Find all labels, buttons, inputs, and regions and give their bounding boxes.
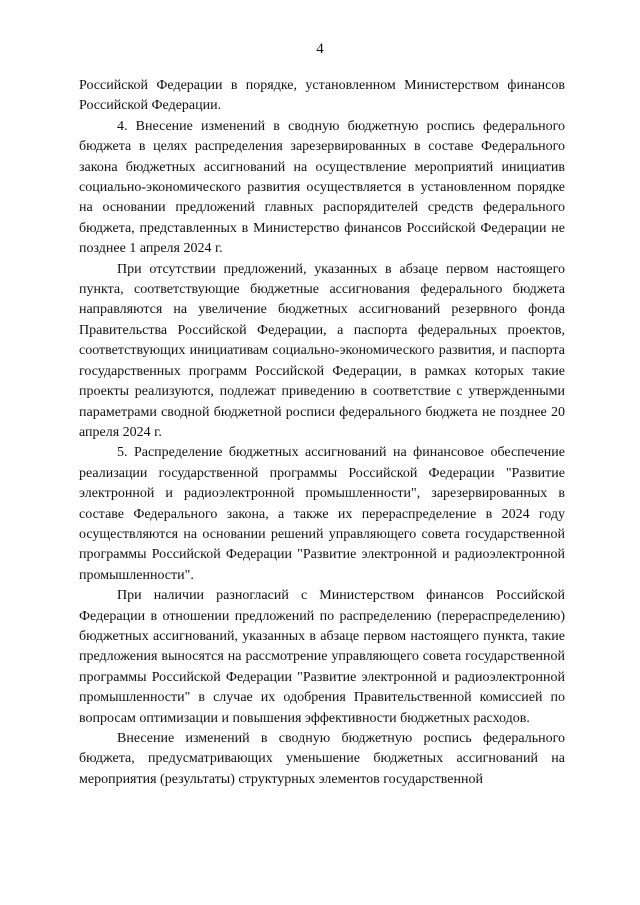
paragraph-item-4-absence: При отсутствии предложений, указанных в абзаце первом настоящего пункта, соответствующие бюджетные ассигнования федерального бюджета направляются на увеличение бюджетных ассигнований резервного фонда Правительства Российской Федерации, а паспорта федеральных проектов, соответствующих инициативам социально-экономического развития, и паспорта государственных программ Российской Федерации, в рамках которых такие проекты реализуются, подлежат приведению в соответствие с утвержденными параметрами сводной бюджетной росписи федерального бюджета не позднее 20 апреля 2024 г. (79, 261, 565, 440)
paragraph-item-5-changes: Внесение изменений в сводную бюджетную роспись федерального бюджета, предусматривающих уменьшение бюджетных ассигнований на мероприятия (результаты) структурных элементов государственной (79, 731, 565, 787)
paragraph-item-4: 4. Внесение изменений в сводную бюджетную роспись федерального бюджета в целях распределения зарезервированных в составе Федерального закона бюджетных ассигнований на осуществление мероприятий инициатив социально-экономического развития осуществляется в установленном порядке на основании предложений главных распорядителей средств федерального бюджета, представленных в Министерство финансов Российской Федерации не позднее 1 апреля 2024 г. (79, 118, 565, 257)
paragraph-item-5: 5. Распределение бюджетных ассигнований на финансовое обеспечение реализации государственной программы Российской Федерации "Развитие электронной и радиоэлектронной промышленности", зарезервированных в составе Федерального закона, а также их перераспределение в 2024 году осуществляются на основании решений управляющего совета государственной программы Российской Федерации "Развитие электронной и радиоэлектронной промышленности". (79, 445, 565, 583)
paragraph-item-5-disagreements: При наличии разногласий с Министерством финансов Российской Федерации в отношении предложений по распределению (перераспределению) бюджетных ассигнований, указанных в абзаце первом настоящего пункта, такие предложения выносятся на рассмотрение управляющего совета государственной программы Российской Федерации "Развитие электронной и радиоэлектронной промышленности" в случае их одобрения Правительственной комиссией по вопросам оптимизации и повышения эффективности бюджетных расходов. (79, 588, 565, 726)
document-body (79, 76, 565, 790)
page-number: 4 (316, 41, 324, 57)
paragraph-continuation: Российской Федерации в порядке, установленном Министерством финансов Российской Федерации. (79, 78, 565, 114)
